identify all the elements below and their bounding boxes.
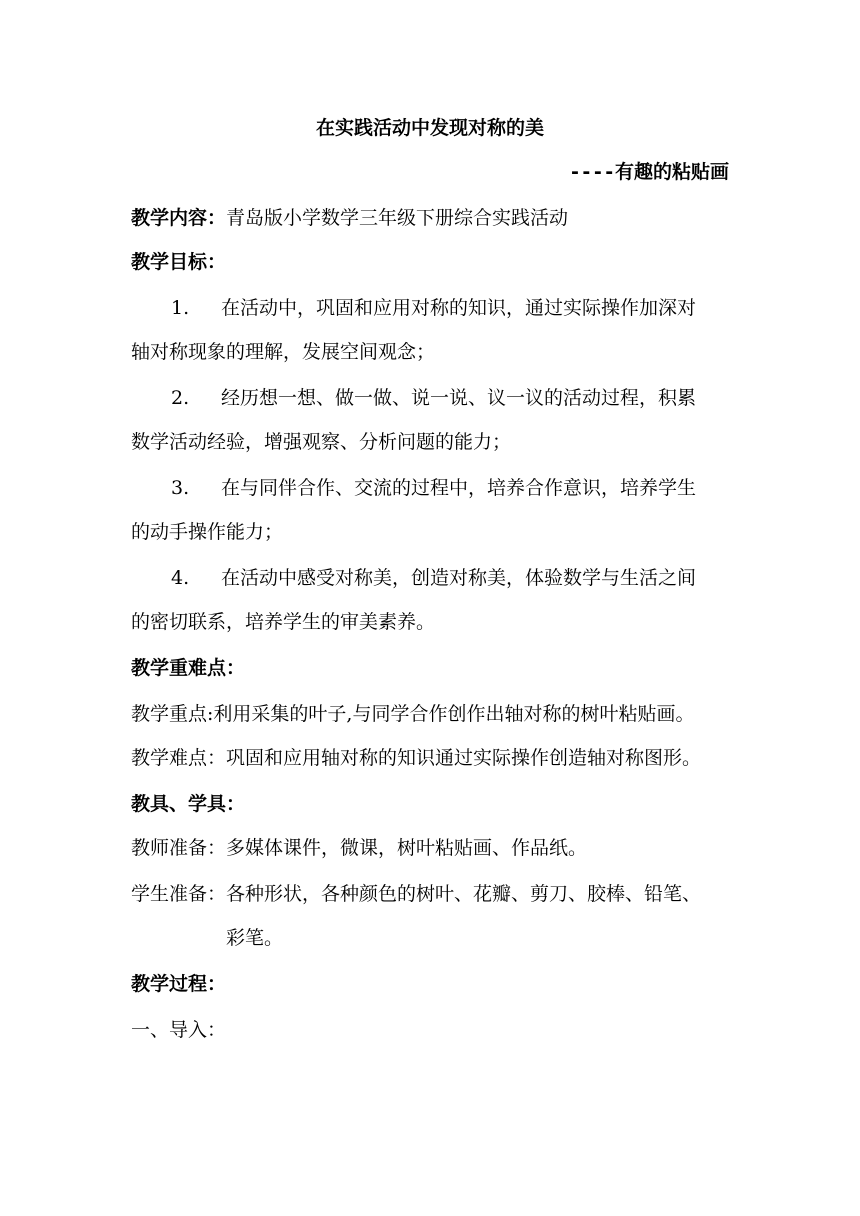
objective-text: 在活动中，巩固和应用对称的知识，通过实际操作加深对 — [221, 297, 697, 319]
objectives-heading: 教学目标： — [131, 251, 227, 273]
objective-item — [171, 476, 696, 500]
document-title: 在实践活动中发现对称的美 — [315, 117, 544, 139]
subtitle-text: 有趣的粘贴画 — [614, 161, 729, 183]
teaching-content — [131, 206, 568, 230]
process-heading: 教学过程： — [131, 973, 227, 995]
objective-number: 1. — [171, 297, 190, 319]
teacher-preparation — [131, 836, 587, 860]
process-step-intro: 一、导入： — [131, 1019, 227, 1041]
objective-text-continued: 的密切联系，培养学生的审美素养。 — [131, 611, 436, 633]
student-preparation-value: 各种形状，各种颜色的树叶、花瓣、剪刀、胶棒、铅笔、 — [226, 883, 702, 905]
subtitle-dashes: ---- — [569, 161, 615, 183]
objective-text: 在与同伴合作、交流的过程中，培养合作意识，培养学生 — [221, 477, 697, 499]
key-point-focus: 教学重点:利用采集的叶子,与同学合作创作出轴对称的树叶粘贴画。 — [131, 703, 695, 725]
objective-number: 2. — [171, 387, 190, 409]
student-preparation-value-continued: 彩笔。 — [226, 927, 284, 949]
objective-text: 经历想一想、做一做、说一说、议一议的活动过程，积累 — [221, 387, 697, 409]
objective-item — [171, 296, 696, 320]
teaching-content-label: 教学内容： — [131, 207, 227, 229]
objective-number: 4. — [171, 567, 190, 589]
student-preparation — [131, 882, 701, 906]
document-subtitle — [569, 160, 729, 184]
teaching-content-value: 青岛版小学数学三年级下册综合实践活动 — [226, 207, 569, 229]
objective-item — [171, 566, 696, 590]
objective-number: 3. — [171, 477, 190, 499]
materials-heading: 教具、学具： — [131, 793, 246, 815]
objective-item — [171, 386, 696, 410]
objective-text-continued: 的动手操作能力； — [131, 521, 284, 543]
objective-text-continued: 数学活动经验，增强观察、分析问题的能力； — [131, 431, 512, 453]
objective-text-continued: 轴对称现象的理解，发展空间观念； — [131, 341, 436, 363]
objective-text: 在活动中感受对称美，创造对称美，体验数学与生活之间 — [221, 567, 697, 589]
key-points-heading: 教学重难点： — [131, 657, 246, 679]
teacher-preparation-value: 多媒体课件，微课，树叶粘贴画、作品纸。 — [226, 837, 588, 859]
teacher-preparation-label: 教师准备： — [131, 837, 227, 859]
key-point-difficulty: 教学难点：巩固和应用轴对称的知识通过实际操作创造轴对称图形。 — [131, 747, 702, 769]
student-preparation-label: 学生准备： — [131, 883, 227, 905]
